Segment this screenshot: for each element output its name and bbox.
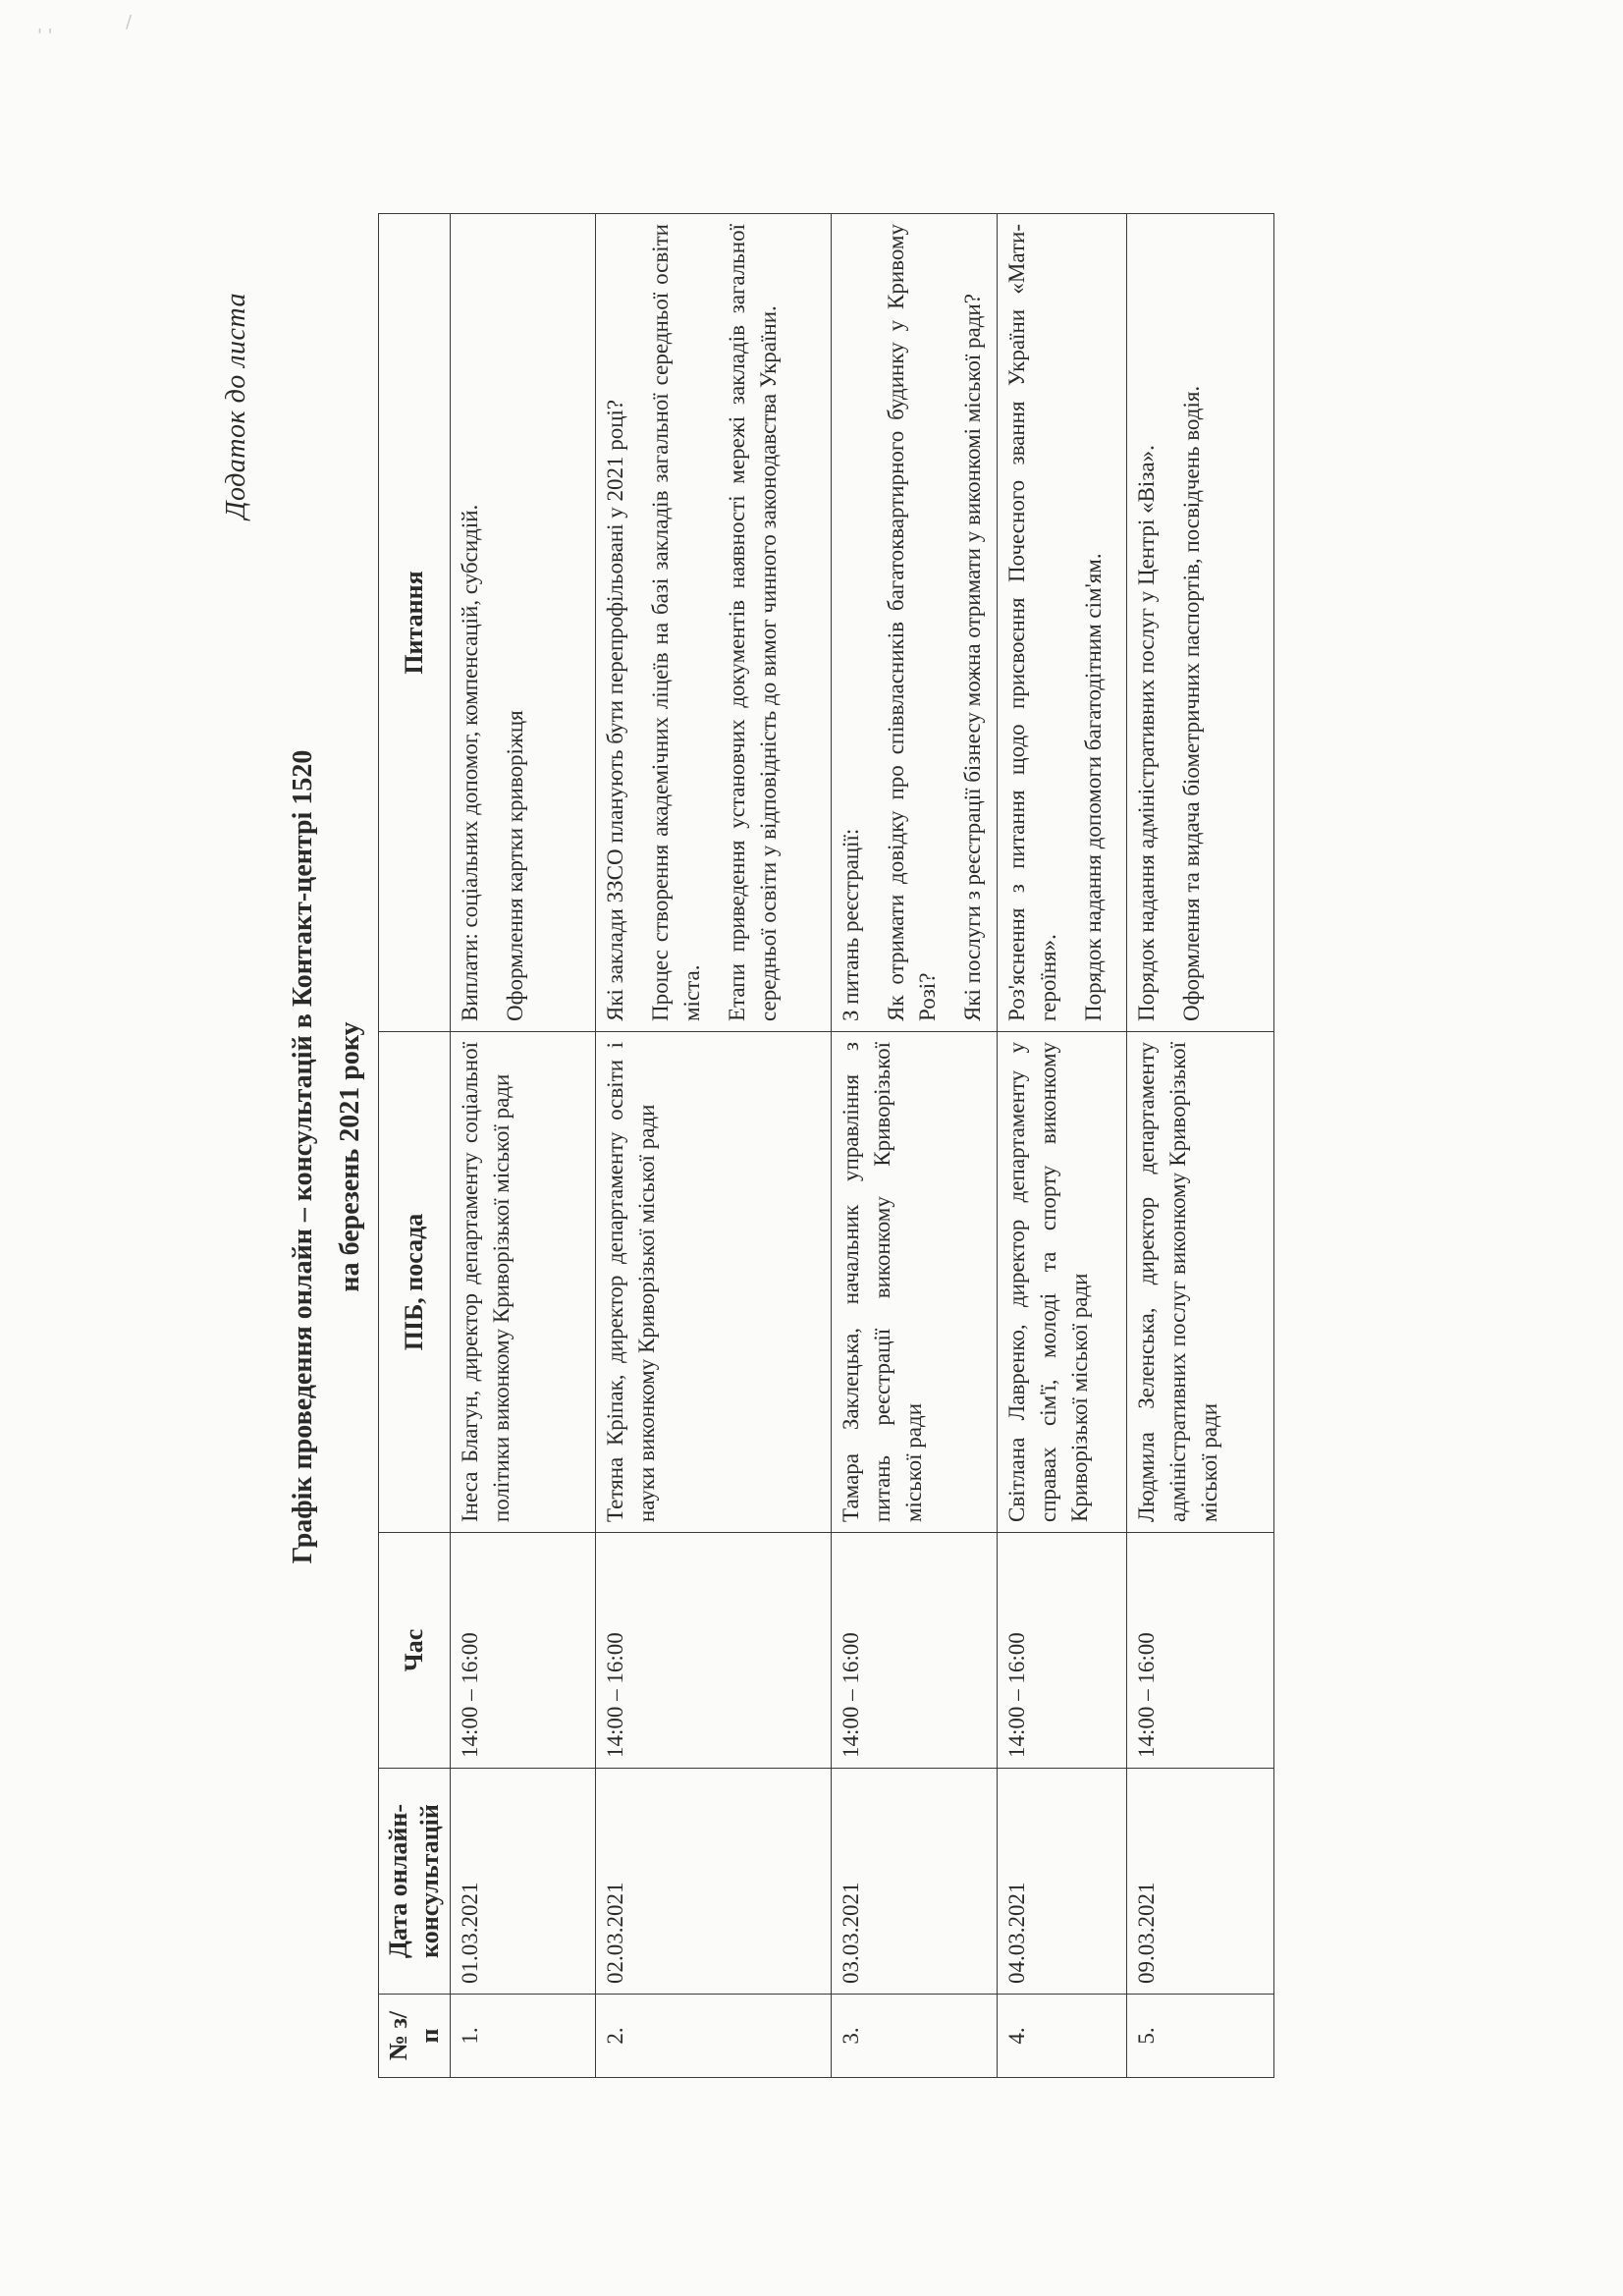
row-num: 1.	[451, 1995, 596, 2078]
row-date: 02.03.2021	[596, 1769, 832, 1995]
question-item: Оформлення картки криворіжця	[503, 710, 527, 1021]
question-item: Які заклади ЗЗСО планують бути перепрофільовані у 2021 році?	[603, 399, 627, 1021]
question-item: Процес створення академічних ліцеїв на базі закладів загальної середньої освіти міста.	[648, 224, 704, 1021]
header-questions: Питання	[379, 214, 451, 1032]
title-line-1: Графік проведення онлайн – консультацій в Контакт-центрі 1520	[288, 749, 318, 1564]
row-time: 14:00 – 16:00	[1127, 1533, 1274, 1769]
row-time: 14:00 – 16:00	[998, 1533, 1127, 1769]
scan-speck: ' '	[37, 26, 53, 46]
row-time: 14:00 – 16:00	[832, 1533, 998, 1769]
table-row	[1127, 214, 1274, 2078]
question-item: Виплати: соціальних допомог, компенсацій, субсидій.	[458, 504, 482, 1021]
row-person: Інеса Благун, директор департаменту соціальної політики виконкому Криворізької міської ради	[451, 1032, 596, 1533]
row-time: 14:00 – 16:00	[451, 1533, 596, 1769]
row-num: 5.	[1127, 1995, 1274, 2078]
table-row	[998, 214, 1127, 2078]
row-num: 3.	[832, 1995, 998, 2078]
table-row	[451, 214, 596, 2078]
header-num: № з/п	[379, 1995, 451, 2078]
row-date: 09.03.2021	[1127, 1769, 1274, 1995]
document-title	[280, 214, 374, 2100]
question-item: Порядок надання допомоги багатодітним сім'ям.	[1081, 553, 1106, 1021]
row-questions	[596, 214, 832, 1032]
row-num: 2.	[596, 1995, 832, 2078]
row-questions	[451, 214, 596, 1032]
appendix-note: Додаток до листа	[221, 293, 251, 519]
row-questions	[998, 214, 1127, 1032]
question-item: Як отримати довідку про співвласників багатоквартирного будинку у Кривому Розі?	[884, 224, 940, 1021]
table-row	[832, 214, 998, 2078]
row-date: 03.03.2021	[832, 1769, 998, 1995]
question-item: Порядок надання адміністративних послуг у Центрі «Віза».	[1134, 445, 1159, 1021]
row-date: 01.03.2021	[451, 1769, 596, 1995]
header-date: Дата онлайн-консультацій	[379, 1769, 451, 1995]
row-date: 04.03.2021	[998, 1769, 1127, 1995]
header-person: ПІБ, посада	[379, 1032, 451, 1533]
title-line-2: на березень 2021 року	[335, 1021, 365, 1292]
question-item: Які послуги з реєстрації бізнесу можна отримати у виконкомі міської ради?	[960, 294, 985, 1021]
scan-speck: /	[126, 12, 133, 32]
row-num: 4.	[998, 1995, 1127, 2078]
row-person: Тамара Заклецька, начальник управління з питань реєстрації виконкому Криворізької міської ради	[832, 1032, 998, 1533]
question-item: Роз'яснення з питання щодо присвоєння Почесного звання України «Мати-героїня».	[1004, 224, 1060, 1021]
schedule-table	[378, 213, 1274, 2078]
row-person: Людмила Зеленська, директор департаменту адміністративних послуг виконкому Криворізької міської ради	[1127, 1032, 1274, 1533]
row-questions	[832, 214, 998, 1032]
header-time: Час	[379, 1533, 451, 1769]
table-header-row	[379, 214, 451, 2078]
row-questions	[1127, 214, 1274, 1032]
question-item: Оформлення та видача біометричних паспортів, посвідчень водія.	[1179, 385, 1204, 1021]
table-row	[596, 214, 832, 2078]
question-item: Етапи приведення установчих документів наявності мережі закладів загальної середньої освіти у відповідність до вимог чинного законодавства України.	[725, 224, 781, 1021]
question-item: З питань реєстрації:	[839, 828, 863, 1021]
row-person: Тетяна Кріпак, директор департаменту освіти і науки виконкому Криворізької міської ради	[596, 1032, 832, 1533]
row-time: 14:00 – 16:00	[596, 1533, 832, 1769]
row-person: Світлана Лавренко, директор департаменту у справах сім'ї, молоді та спорту виконкому Криворізької міської ради	[998, 1032, 1127, 1533]
